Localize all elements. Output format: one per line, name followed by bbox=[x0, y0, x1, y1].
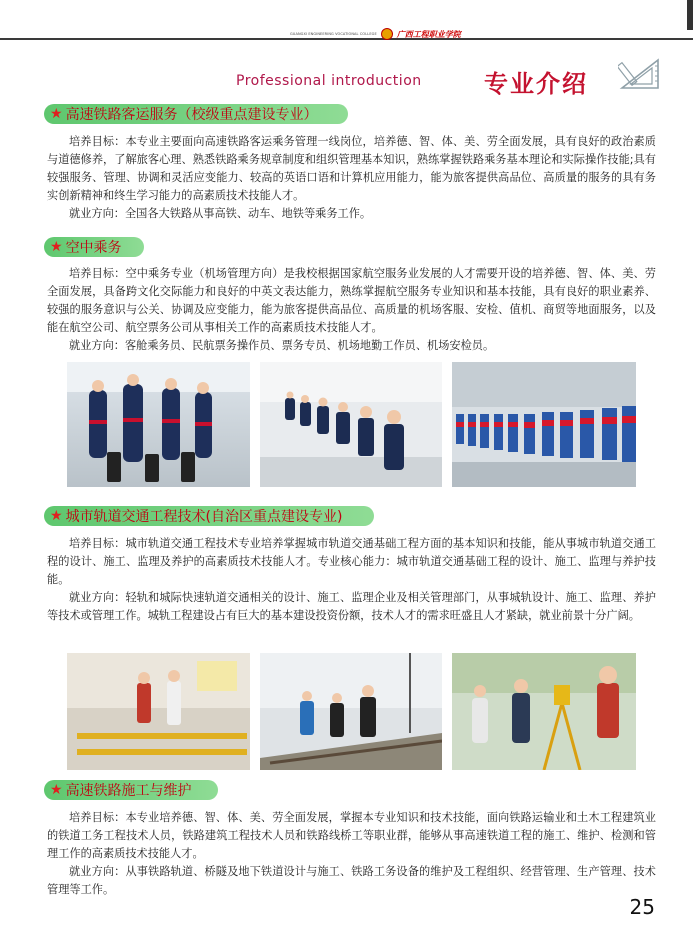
paragraph-employment: 就业方向：客舱乘务员、民航票务操作员、票务专员、机场地勤工作员、机场安检员。 bbox=[69, 339, 495, 352]
paragraph-training-goal: 培养目标：本专业培养德、智、体、美、劳全面发展，掌握本专业知识和技术技能，面向铁路运输业和土木工程建筑业的铁道工务工程技术人员，铁路建筑工程技术人员和铁路线桥工等职业群，能够从事高速铁道工程的施工、维护、检测和管理工作的高素质技术技能人才。 bbox=[47, 811, 656, 860]
section-heading-text: 高速铁路施工与维护 bbox=[65, 783, 192, 799]
page-number: 25 bbox=[629, 895, 655, 919]
photo-attendants-luggage bbox=[67, 362, 250, 487]
section-heading-text: 高速铁路客运服务（校级重点建设专业） bbox=[65, 107, 318, 123]
section-body bbox=[47, 265, 656, 355]
section-body bbox=[47, 535, 656, 625]
section-heading-text: 空中乘务 bbox=[65, 240, 122, 256]
college-logo bbox=[290, 28, 461, 40]
top-corner-bar bbox=[687, 0, 693, 30]
paragraph-employment: 就业方向：全国各大铁路从事高铁、动车、地铁等乘务工作。 bbox=[69, 207, 372, 220]
ruler-triangle-icon bbox=[618, 56, 662, 92]
paragraph-training-goal: 培养目标：城市轨道交通工程技术专业培养掌握城市轨道交通基础工程方面的基本知识和技能，能从事城市轨道交通工程的设计、施工、监理及养护的高素质技术技能人才。专业核心能力：城市轨道交通基础工程的设计、施工、监理与养护技能。 bbox=[47, 537, 656, 586]
section-title-english: Professional introduction bbox=[236, 73, 422, 89]
section-body bbox=[47, 133, 656, 223]
star-icon: ★ bbox=[50, 508, 63, 524]
photo-surveying-track bbox=[260, 653, 442, 770]
section-body bbox=[47, 809, 656, 899]
section-heading-flight-attendant bbox=[44, 237, 144, 257]
paragraph-employment: 就业方向：从事铁路轨道、桥隧及地下铁道设计与施工、铁路工务设备的维护及工程组织、经营管理、生产管理、技术管理等工作。 bbox=[47, 865, 656, 896]
star-icon: ★ bbox=[50, 106, 63, 122]
star-icon: ★ bbox=[50, 239, 63, 255]
photo-theodolite-students bbox=[452, 653, 636, 770]
section-title-chinese: 专业介绍 bbox=[484, 70, 588, 98]
logo-english: GUANGXI ENGINEERING VOCATIONAL COLLEGE bbox=[290, 32, 377, 36]
logo-emblem-icon bbox=[381, 28, 393, 40]
photo-attendants-lineup bbox=[452, 362, 636, 487]
section-heading-text: 城市轨道交通工程技术(自治区重点建设专业) bbox=[65, 509, 343, 525]
photo-track-lab bbox=[67, 653, 250, 770]
section-heading-urban-rail bbox=[44, 506, 374, 526]
paragraph-employment: 就业方向：轻轨和城际快速轨道交通相关的设计、施工、监理企业及相关管理部门，从事城轨设计、施工、监理、养护等技术或管理工作。城轨工程建设占有巨大的基本建设投资份额，技术人才的需求旺盛且人才紧缺，就业前景十分广阔。 bbox=[47, 591, 656, 622]
paragraph-training-goal: 培养目标：本专业主要面向高速铁路客运乘务管理一线岗位，培养德、智、体、美、劳全面发展，具有良好的政治素质与道德修养，了解旅客心理、熟悉铁路乘务规章制度和组织管理基本知识，熟练掌握铁路乘务基本理论和实际操作技能;具有较强服务、管理、协调和灵活应变能力、较高的英语口语和计算机应用能力，能为旅客提供高品位、高质量的服务的具有务实创新精神和终生学习能力的高素质技术技能人才。 bbox=[47, 135, 656, 202]
section-heading-high-speed-rail-service bbox=[44, 104, 348, 124]
paragraph-training-goal: 培养目标：空中乘务专业（机场管理方向）是我校根据国家航空服务业发展的人才需要开设的培养德、智、体、美、劳全面发展，具备跨文化交际能力和良好的中英文表达能力，熟练掌握航空服务专业知识和基本技能，具有良好的职业素养、较强的服务意识与公关、协调及应变能力，能为旅客提供高品位、高质量的机场客服、安检、值机、商贸等地面服务，以及能在航空公司、航空票务公司从事相关工作的高素质技术技能人才。 bbox=[47, 267, 656, 334]
logo-chinese: 广西工程职业学院 bbox=[396, 28, 461, 39]
photo-attendants-kneeling bbox=[260, 362, 442, 487]
star-icon: ★ bbox=[50, 782, 63, 798]
section-heading-high-speed-rail-construction bbox=[44, 780, 218, 800]
